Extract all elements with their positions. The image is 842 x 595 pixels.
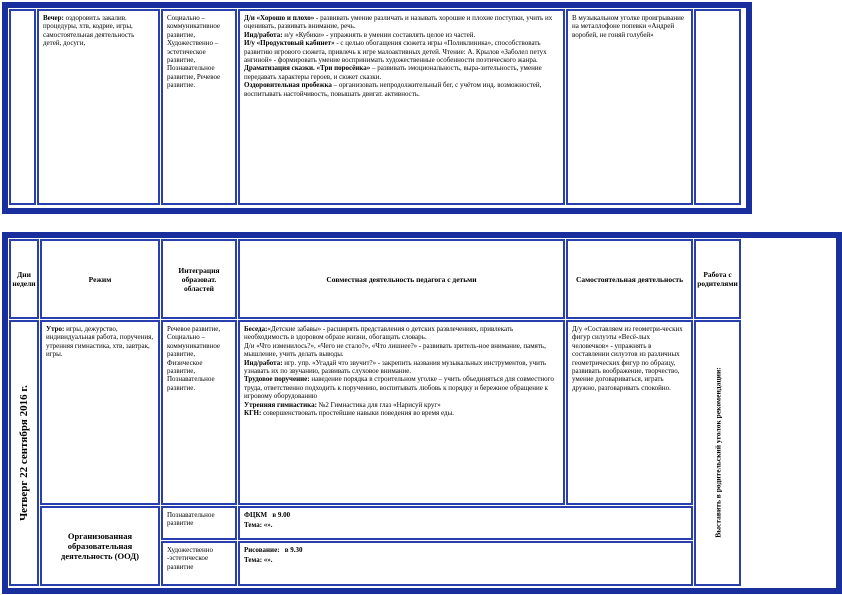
morning-mode-cell	[40, 320, 160, 505]
ood-row-1-theme: Тема: «».	[244, 521, 273, 530]
morning-joint-paragraph	[244, 409, 559, 417]
morning-joint-paragraph	[244, 325, 559, 342]
top-joint-paragraph	[244, 31, 559, 39]
morning-integration-cell	[161, 320, 237, 505]
top-joint-lead: И/у «Продуктовый кабинет»	[244, 39, 335, 48]
top-joint-lead: Драматизация сказки. «Три поросёнка»	[244, 64, 371, 73]
ood-row-2-theme: Тема: «».	[244, 556, 273, 565]
top-joint-text: - с целью обогащения сюжета игры «Поликлиника», способствовать развитию игрового сюжета, привлечь к игре малоактивных детей. Чтение: А. Крылов «Заболел петух ангиной» - формировать умение воспринимать художественные особенности поэтического жанра.	[244, 39, 547, 65]
top-joint-cell	[238, 9, 565, 205]
morning-joint-lead: Утренняя гимнастика:	[244, 400, 317, 409]
top-independent-cell	[566, 9, 693, 205]
ood-row-2-time: в 9.30	[284, 546, 303, 554]
top-joint-paragraph	[244, 39, 559, 64]
morning-independent-cell	[566, 320, 693, 505]
ood-title: Организованная образовательная деятельность (ООД)	[61, 531, 139, 561]
morning-joint-paragraph	[244, 342, 559, 359]
top-mode-cell	[37, 9, 160, 205]
top-joint-lead: Инд/работа:	[244, 30, 283, 39]
ood-row-1-content	[238, 506, 693, 540]
morning-joint-cell	[238, 320, 565, 505]
morning-integration-text: Речевое развитие, Социально – коммуникативное развитие, Физическое развитие, Познавательное развитие.	[167, 325, 221, 392]
morning-joint-text: игр. упр. «Угадай что звучит?» - закрепить названия музыкальных инструментов, учить узнавать их по звучанию, развивать слуховое внимание.	[244, 358, 547, 376]
top-joint-paragraph	[244, 64, 559, 81]
ood-row-1-name: ФЦКМ	[244, 511, 268, 519]
top-parents-cell	[694, 9, 741, 205]
top-joint-text: – организовать непродолжительный бег, с учётом инд. возможностей, воспитывать настойчивость, повышать двигат. активность.	[244, 81, 542, 98]
morning-joint-text: Д/и «Что изменилось?», «Чего не стало?», «Что лишнее?» - развивать зритель-ное внимание, память, мышление, учить делать выводы.	[244, 341, 546, 359]
header-independent: Самостоятельная деятельность	[566, 239, 693, 319]
parents-text: Выставить в родительский уголок рекомендации:	[713, 367, 723, 538]
top-independent-text: В музыкальном уголке проигрывание на металлофоне попевки «Андрей воробей, не гоняй голубей»	[572, 14, 684, 39]
top-mode-title: Вечер:	[43, 14, 64, 22]
morning-mode-title: Утро:	[46, 325, 65, 333]
top-joint-activities	[244, 14, 559, 98]
top-joint-lead: Оздоровительная пробежка	[244, 81, 332, 90]
morning-joint-text: «Детские забавы» - расширять представления о детских развлечениях, привлекать необходимость в здоровом образе жизни, обогащать словарь.	[244, 325, 514, 342]
morning-joint-paragraph	[244, 401, 559, 409]
morning-independent-text: Д/у «Составляем из геометри-ческих фигур силуэты «Весё-лых человечков» - упражнять в составлении силуэтов из различных геометрических фигур по образцу, развивать воображение, творчество, умение договариваться, играть дружно, разговаривать спокойно.	[572, 325, 683, 392]
morning-mode-text: игры, дежурство, индивидуальная работа, поручения, утренняя гимнастика, хтв, завтрак, игры.	[46, 325, 154, 359]
top-joint-lead: Д/и «Хорошо и плохо»	[244, 14, 315, 22]
morning-joint-paragraph	[244, 359, 559, 376]
day-label: Четверг 22 сентября 2016 г.	[18, 385, 30, 521]
ood-title-cell	[40, 506, 160, 586]
top-joint-paragraph	[244, 81, 559, 98]
header-integration: Интеграция образоват. областей	[161, 239, 237, 319]
ood-row-1-integration: Познавательное развитие	[161, 506, 237, 540]
header-day: Дни недели	[9, 239, 39, 319]
header-parents: Работа с родителями	[694, 239, 741, 319]
ood-row-1-time: в 9.00	[272, 511, 291, 519]
top-joint-text: н/у «Кубики» - упражнять в умении составлять целое из частей.	[282, 30, 476, 39]
ood-row-2-name: Рисование:	[244, 546, 280, 554]
top-joint-text: - развивать умение различать и называть хорошие и плохие поступки, учить их оценивать, развивать внимание, речь.	[244, 14, 553, 31]
morning-joint-lead: Инд/работа:	[244, 358, 283, 367]
top-integration-text: Социально – коммуникативное развитие, Художественно – эстетическое развитие, Познавательное развитие, Речевое развитие.	[167, 14, 221, 90]
top-joint-paragraph	[244, 14, 559, 31]
top-integration-cell	[161, 9, 237, 205]
header-joint: Совместная деятельность педагога с детьми	[238, 239, 565, 319]
morning-joint-activities	[244, 325, 559, 417]
top-joint-text: – развивать эмоциональность, выра-зительность, умение передавать характеры героев, и сюжет сказки.	[244, 64, 542, 81]
morning-joint-text: совершенствовать простейшие навыки поведения во время еды.	[261, 409, 455, 418]
ood-row-2-integration: Художественно -эстетическое развитие	[161, 541, 237, 586]
morning-joint-text: №2 Гимнастика для глаз «Нарисуй круг»	[316, 400, 441, 409]
header-mode: Режим	[40, 239, 160, 319]
morning-joint-lead: Трудовое поручение:	[244, 375, 310, 384]
top-mode-text: оздоровит.ь закалив. процедуры, хтв, кодрие, игры, самостоятельная деятельность детей, досуги,	[43, 14, 135, 48]
day-cell	[9, 320, 39, 586]
morning-joint-lead: КГН:	[244, 409, 262, 418]
parents-cell	[694, 320, 741, 586]
morning-joint-paragraph	[244, 375, 559, 400]
morning-joint-lead: Беседа:	[244, 325, 268, 333]
ood-row-2-content	[238, 541, 693, 586]
morning-joint-text: наведение порядка в строительном уголке – учить объединяться для совместного труда, ответственно подходить к поручению, воспитывать любовь к порядку и бережное обращение к игровому оборудованию	[244, 375, 554, 401]
top-day-cell	[9, 9, 36, 205]
